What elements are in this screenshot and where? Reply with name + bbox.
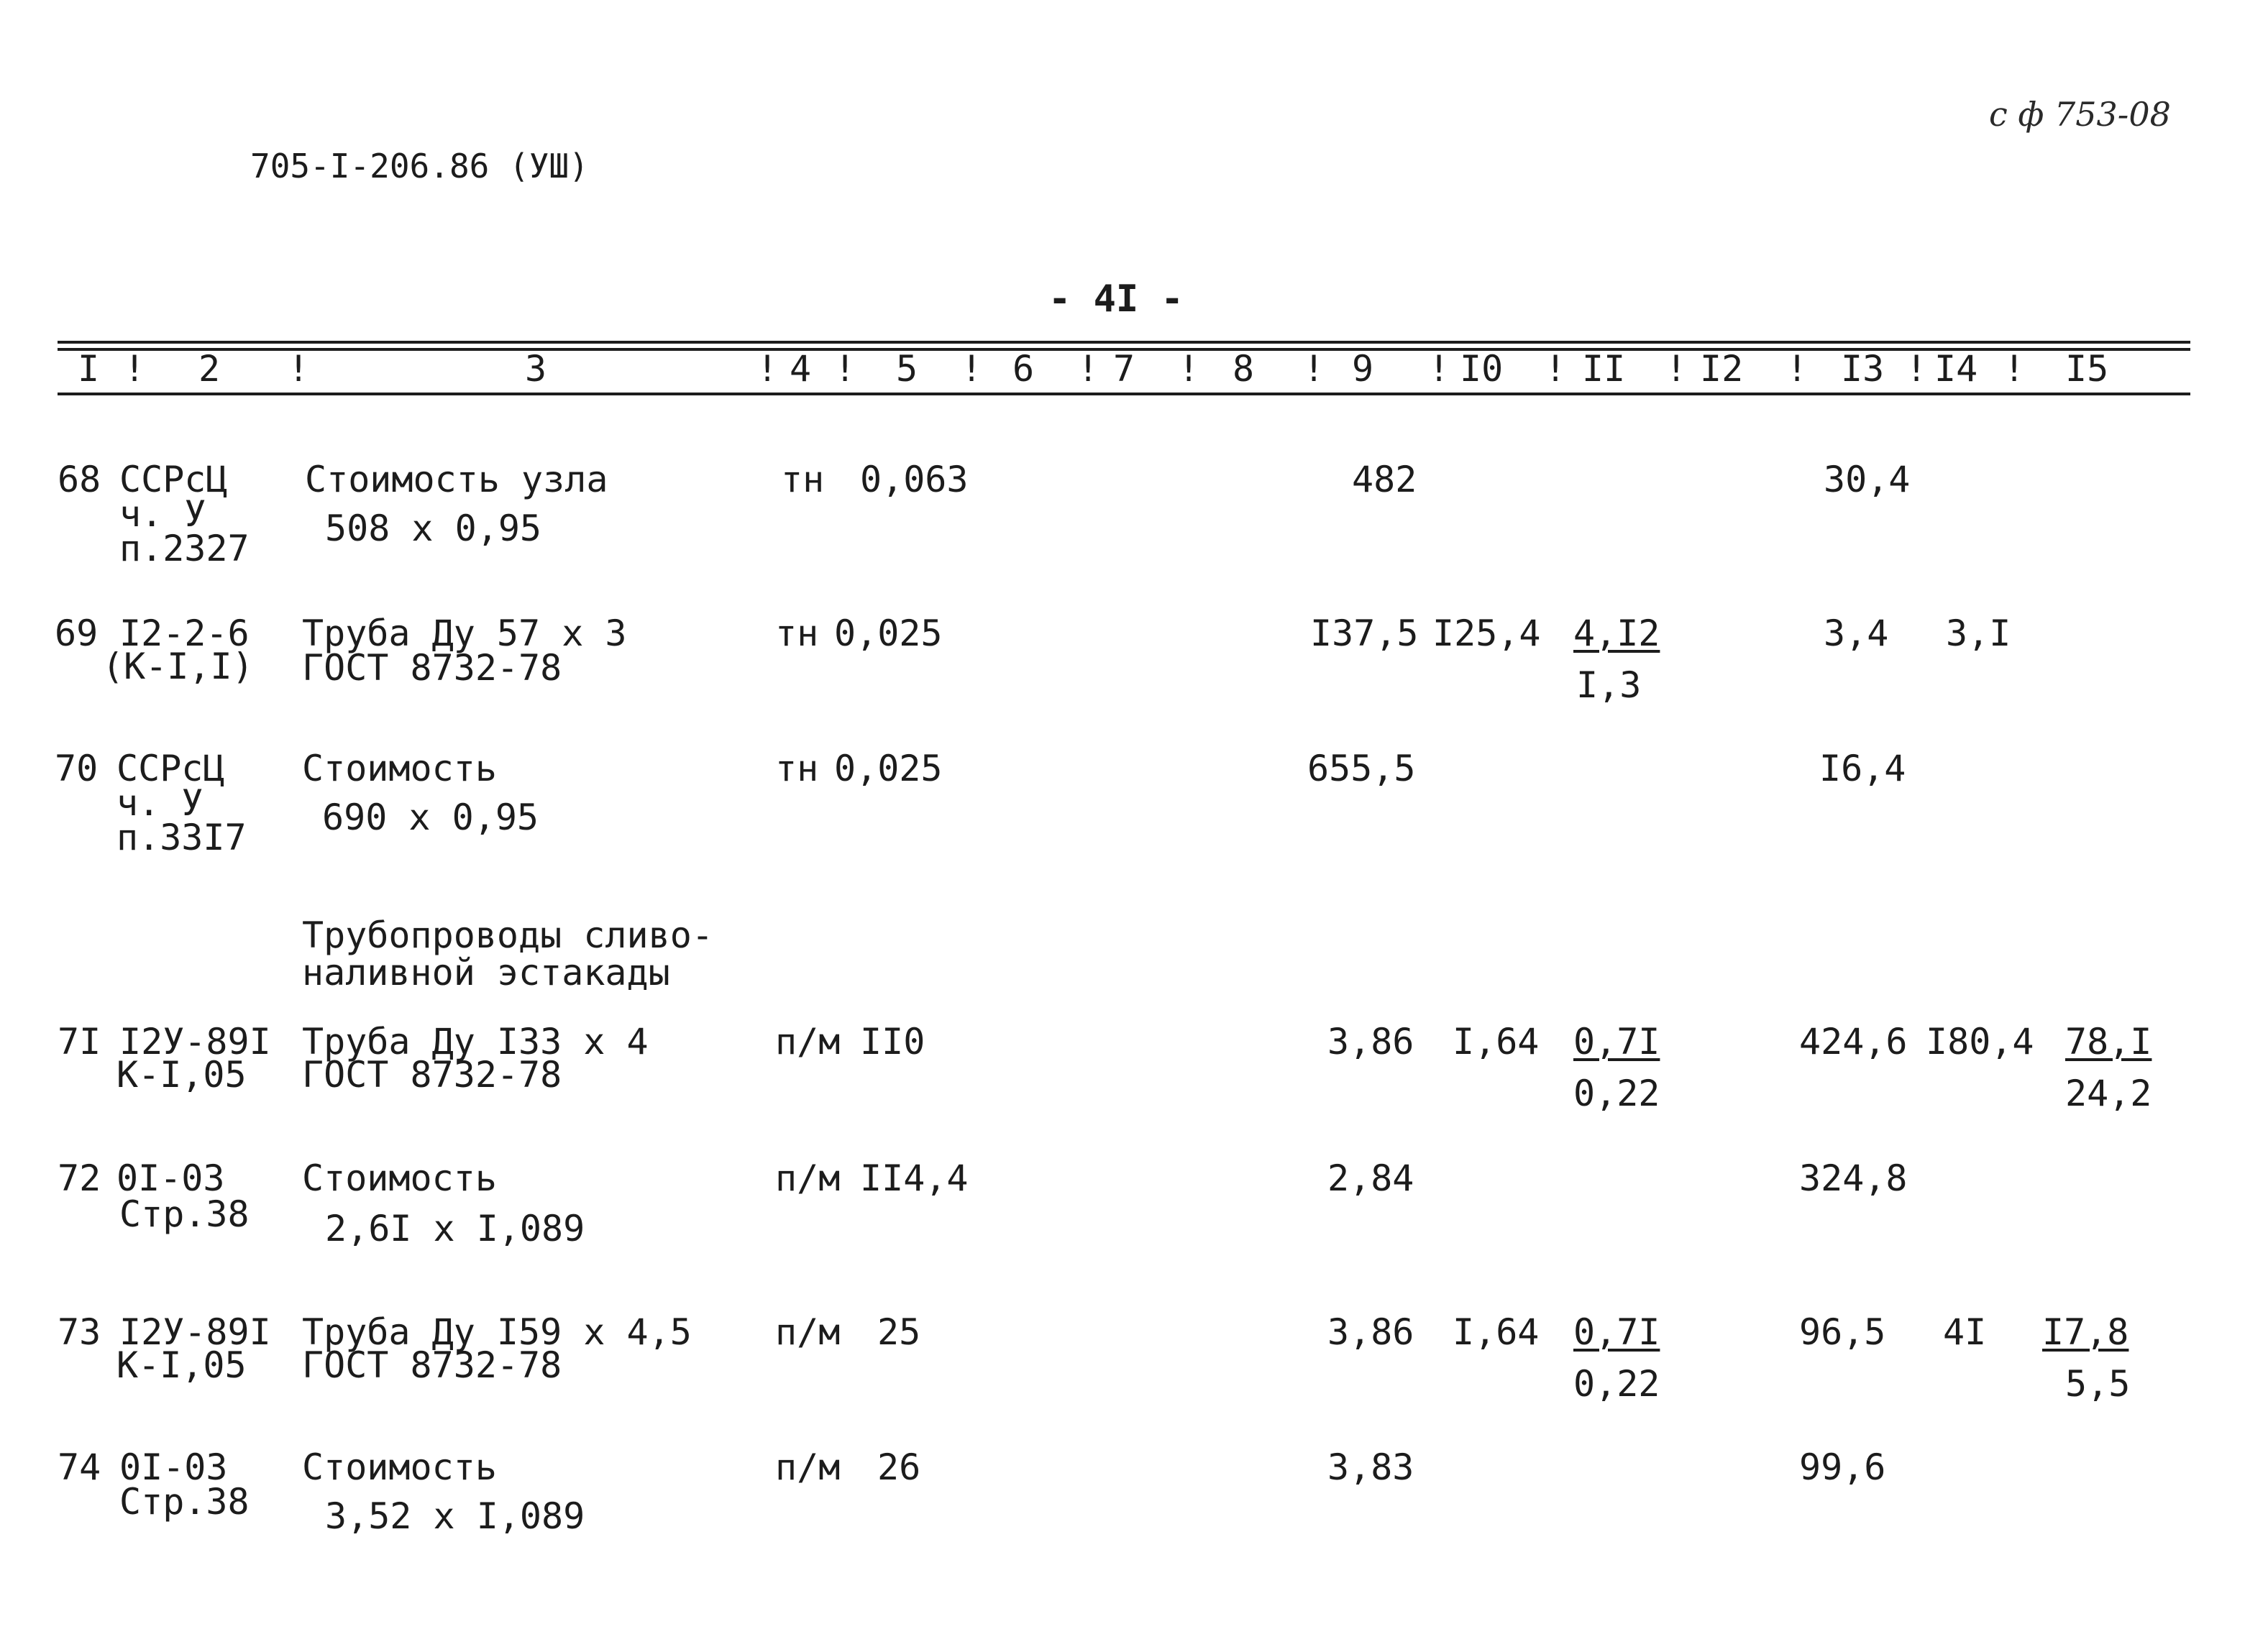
unit: тн <box>775 748 819 789</box>
norm-code-line: К-I,05 <box>116 1054 247 1096</box>
norm-code-line: (К-I,I) <box>102 646 254 687</box>
unit: п/м <box>775 1446 841 1488</box>
document-code: 705-I-206.86 (УШ) <box>250 147 589 185</box>
col-separator: ! <box>834 348 856 390</box>
item-standard: ГОСТ 8732-78 <box>302 1054 562 1096</box>
col-header-12: I2 <box>1700 348 1744 390</box>
col-separator: ! <box>1665 348 1688 390</box>
col14-value: I80,4 <box>1926 1021 2034 1063</box>
col11-denominator: I,3 <box>1576 664 1642 706</box>
col13-value: 99,6 <box>1799 1446 1886 1488</box>
norm-code-line: п.33I7 <box>116 817 247 858</box>
page-number: - 4I - <box>1048 277 1184 321</box>
item-formula: 2,6I x I,089 <box>325 1208 585 1249</box>
col9-value: 3,86 <box>1327 1021 1414 1063</box>
item-name: Стоимость узла <box>305 459 608 500</box>
norm-code-line: ч. У <box>119 493 206 535</box>
col-header-9: 9 <box>1352 348 1374 390</box>
col-header-1: I <box>78 348 100 390</box>
col-separator: ! <box>1786 348 1809 390</box>
col11-denominator: 0,22 <box>1573 1363 1660 1405</box>
col-separator: ! <box>2003 348 2026 390</box>
row-number: 7I <box>58 1021 101 1063</box>
col10-value: I,64 <box>1453 1311 1540 1353</box>
col13-value: I6,4 <box>1819 748 1906 789</box>
col9-value: 482 <box>1352 459 1417 500</box>
unit: п/м <box>775 1157 841 1199</box>
col11-numerator: 4,I2 <box>1573 613 1660 654</box>
item-name: Труба Ду 57 x 3 <box>302 613 627 654</box>
col-header-11: II <box>1582 348 1626 390</box>
norm-code-line: Стр.38 <box>119 1481 250 1523</box>
col11-numerator: 0,7I <box>1573 1021 1660 1063</box>
col9-value: 3,83 <box>1327 1446 1414 1488</box>
row-number: 69 <box>55 613 99 654</box>
norm-code-line: Стр.38 <box>119 1193 250 1235</box>
row-number: 72 <box>58 1157 101 1199</box>
norm-code-line: I2У-89I <box>119 1021 271 1063</box>
header-rule-bottom <box>58 393 2190 395</box>
unit: тн <box>775 613 819 654</box>
item-standard: ГОСТ 8732-78 <box>302 647 562 689</box>
item-name: Труба Ду I33 x 4 <box>302 1021 649 1063</box>
col-separator: ! <box>124 348 146 390</box>
norm-code-line: ч. У <box>116 782 204 824</box>
col13-value: 96,5 <box>1799 1311 1886 1353</box>
col-separator: ! <box>1906 348 1928 390</box>
archive-stamp: с ф 753-08 <box>1989 95 2171 134</box>
quantity: 0,025 <box>834 613 943 654</box>
item-name: Стоимость <box>302 1157 497 1199</box>
col13-value: 424,6 <box>1799 1021 1908 1063</box>
row-number: 70 <box>55 748 99 789</box>
col13-value: 30,4 <box>1824 459 1911 500</box>
item-formula: 690 x 0,95 <box>322 797 539 838</box>
col15-denominator: 24,2 <box>2065 1073 2152 1114</box>
col-separator: ! <box>1178 348 1200 390</box>
header-rule-top-1 <box>58 341 2190 344</box>
col14-value: 4I <box>1943 1311 1987 1353</box>
col-header-7: 7 <box>1113 348 1135 390</box>
col-header-6: 6 <box>1012 348 1035 390</box>
item-name: Стоимость <box>302 748 497 789</box>
unit: п/м <box>775 1311 841 1353</box>
col-header-13: I3 <box>1841 348 1885 390</box>
col15-denominator: 5,5 <box>2065 1363 2131 1405</box>
item-name: Труба Ду I59 x 4,5 <box>302 1311 692 1353</box>
col-separator: ! <box>1545 348 1567 390</box>
norm-code-line: К-I,05 <box>116 1344 247 1386</box>
col13-value: 324,8 <box>1799 1157 1908 1199</box>
col-separator: ! <box>1303 348 1325 390</box>
col-separator: ! <box>961 348 983 390</box>
col-header-15: I5 <box>2065 348 2109 390</box>
quantity: 0,063 <box>860 459 969 500</box>
quantity: II4,4 <box>860 1157 969 1199</box>
section-heading: наливной эстакады <box>302 952 670 994</box>
col9-value: I37,5 <box>1310 613 1419 654</box>
col10-value: I25,4 <box>1432 613 1541 654</box>
norm-code-line: ССРсЦ <box>116 748 225 789</box>
unit: тн <box>781 459 825 500</box>
row-number: 73 <box>58 1311 101 1353</box>
col13-value: 3,4 <box>1824 613 1889 654</box>
norm-code-line: п.2327 <box>119 528 250 569</box>
col11-denominator: 0,22 <box>1573 1073 1660 1114</box>
quantity: II0 <box>860 1021 925 1063</box>
col-separator: ! <box>756 348 779 390</box>
col11-numerator: 0,7I <box>1573 1311 1660 1353</box>
col10-value: I,64 <box>1453 1021 1540 1063</box>
col15-numerator: 78,I <box>2065 1021 2152 1063</box>
norm-code-line: 0I-03 <box>116 1157 225 1199</box>
col-separator: ! <box>288 348 310 390</box>
col9-value: 2,84 <box>1327 1157 1414 1199</box>
item-formula: 508 x 0,95 <box>325 508 542 549</box>
unit: п/м <box>775 1021 841 1063</box>
col-header-5: 5 <box>896 348 918 390</box>
col-header-2: 2 <box>198 348 221 390</box>
item-formula: 3,52 x I,089 <box>325 1495 585 1537</box>
col14-value: 3,I <box>1946 613 2011 654</box>
row-number: 68 <box>58 459 101 500</box>
col9-value: 3,86 <box>1327 1311 1414 1353</box>
col-separator: ! <box>1077 348 1099 390</box>
col-header-14: I4 <box>1934 348 1978 390</box>
norm-code-line: I2-2-6 <box>119 613 250 654</box>
item-name: Стоимость <box>302 1446 497 1488</box>
col-header-3: 3 <box>525 348 547 390</box>
col-header-8: 8 <box>1233 348 1255 390</box>
col-header-10: I0 <box>1460 348 1504 390</box>
col9-value: 655,5 <box>1307 748 1416 789</box>
quantity: 26 <box>877 1446 921 1488</box>
col-separator: ! <box>1428 348 1450 390</box>
section-heading: Трубопроводы сливо- <box>302 914 713 956</box>
col-header-4: 4 <box>790 348 812 390</box>
row-number: 74 <box>58 1446 101 1488</box>
quantity: 25 <box>877 1311 921 1353</box>
norm-code-line: ССРсЦ <box>119 459 228 500</box>
norm-code-line: I2У-89I <box>119 1311 271 1353</box>
norm-code-line: 0I-03 <box>119 1446 228 1488</box>
item-standard: ГОСТ 8732-78 <box>302 1344 562 1386</box>
quantity: 0,025 <box>834 748 943 789</box>
col15-numerator: I7,8 <box>2042 1311 2129 1353</box>
